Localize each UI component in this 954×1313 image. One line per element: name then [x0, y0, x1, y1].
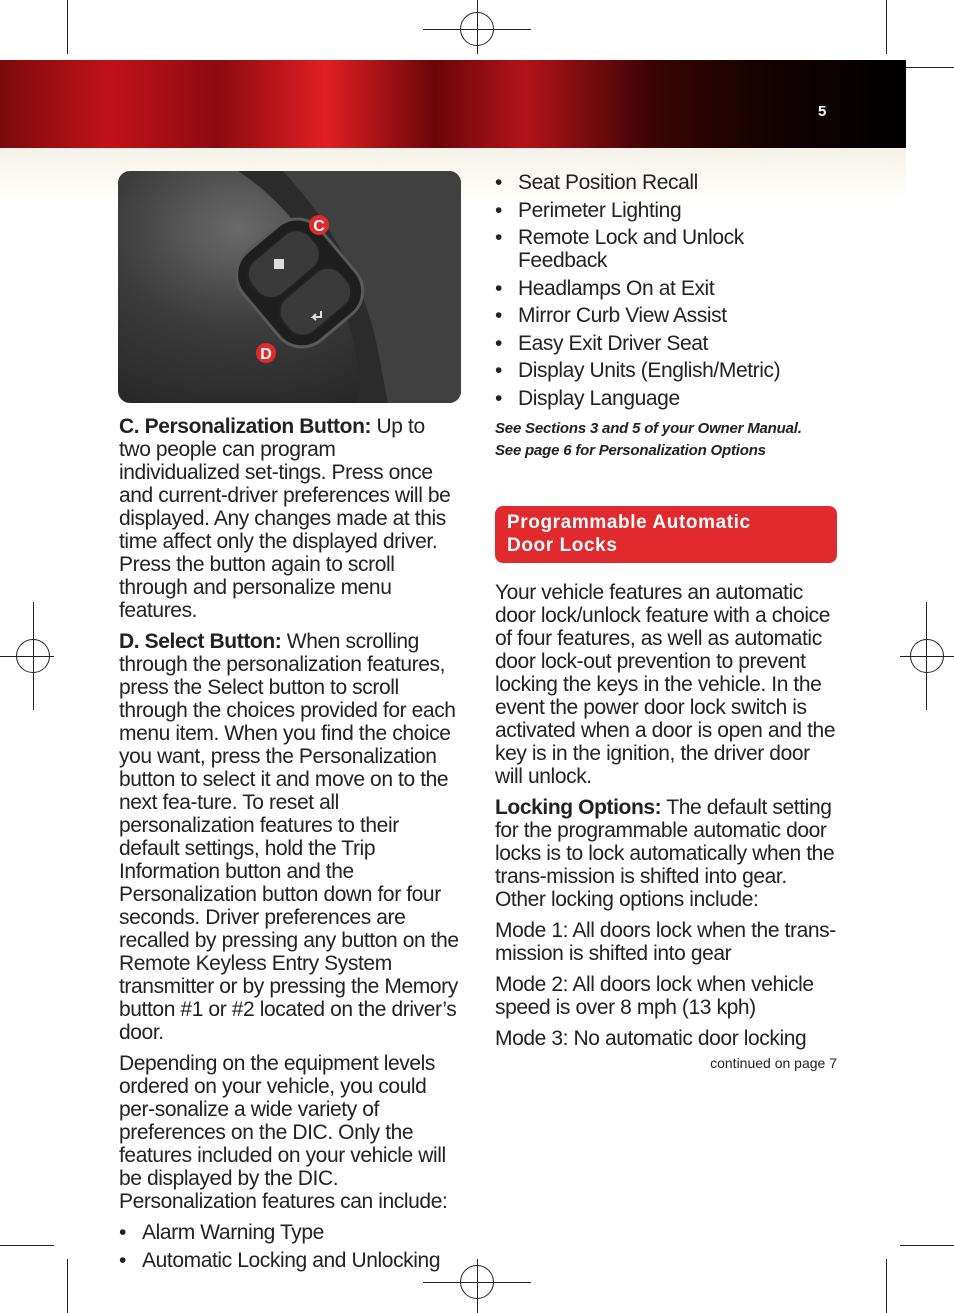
- crop-mark: [67, 0, 68, 54]
- crop-mark: [886, 0, 887, 54]
- registration-line: [900, 656, 954, 657]
- continued-note: continued on page 7: [710, 1054, 837, 1071]
- note-line-1: See Sections 3 and 5 of your Owner Manual.: [495, 419, 802, 437]
- list-item: • Seat Position Recall: [495, 171, 837, 194]
- registration-line: [33, 602, 34, 710]
- page-number: 5: [818, 103, 827, 120]
- locking-options-text: The default setting for the programmable automatic door locks is to lock automatically when the trans-mission is shifted into gear. Other locking options include:: [495, 795, 835, 911]
- manual-reference-note: [495, 418, 837, 462]
- list-item: • Perimeter Lighting: [495, 199, 837, 222]
- registration-line: [477, 0, 478, 54]
- right-column: [495, 171, 837, 1075]
- registration-line: [477, 1259, 478, 1313]
- registration-line: [926, 602, 927, 710]
- select-button-title: D. Select Button:: [119, 630, 282, 653]
- personalization-button-paragraph: [119, 415, 461, 622]
- steering-wheel-photo: [118, 171, 461, 403]
- personalization-button-text: Up to two people can program individualized set-tings. Press once and current-driver preferences will be displayed. Any changes made at this time affect only the displayed driver. Press the button again to scroll through and personalize menu features.: [119, 415, 451, 622]
- equipment-paragraph: Depending on the equipment levels ordered on your vehicle, you could per-sonalize a wide variety of preferences on the DIC. Only the features included on your vehicle will be displayed by the DIC. Personalization features can include:: [119, 1052, 448, 1213]
- list-item: • Mirror Curb View Assist: [495, 304, 837, 327]
- crop-mark: [67, 1259, 68, 1313]
- list-item: • Alarm Warning Type: [119, 1221, 461, 1244]
- crop-mark: [900, 1245, 954, 1246]
- note-line-2: See page 6 for Personalization Options: [495, 441, 766, 459]
- section-heading: [495, 506, 837, 563]
- left-column: [119, 415, 461, 1280]
- list-item: • Display Units (English/Metric): [495, 359, 837, 382]
- list-item: • Display Language: [495, 387, 837, 410]
- features-list-right: [495, 171, 837, 410]
- section-heading-line-1: Programmable Automatic: [507, 511, 751, 533]
- section-heading-line-2: Door Locks: [507, 534, 618, 556]
- callout-c: C: [313, 218, 325, 235]
- personalization-icon: [274, 259, 284, 269]
- mode-3: Mode 3: No automatic door locking: [495, 1026, 807, 1050]
- crop-mark: [886, 1259, 887, 1313]
- registration-line: [0, 656, 54, 657]
- personalization-button-title: C. Personalization Button:: [119, 415, 372, 438]
- crop-mark: [0, 1245, 54, 1246]
- list-item: • Headlamps On at Exit: [495, 277, 837, 300]
- select-button-text: When scrolling through the personalization features, press the Select button to scroll through the choices provided for each menu item. When you find the choice you want, press the Personalization button to select it and move on to the next fea-ture. To reset all personalization features to their default settings, hold the Trip Information button and the Personalization button down for four seconds. Driver preferences are recalled by pressing any button on the Remote Keyless Entry System transmitter or by pressing the Memory button #1 or #2 located on the driver’s door.: [119, 630, 459, 1044]
- header-banner: [0, 60, 906, 148]
- list-item: • Automatic Locking and Unlocking: [119, 1249, 461, 1272]
- locking-options-title: Locking Options:: [495, 795, 662, 819]
- mode-2: Mode 2: All doors lock when vehicle speed is over 8 mph (13 kph): [495, 972, 814, 1019]
- mode-1: Mode 1: All doors lock when the trans-mission is shifted into gear: [495, 918, 836, 965]
- select-button-paragraph: [119, 630, 461, 1044]
- crop-mark: [900, 67, 954, 68]
- door-lock-intro: Your vehicle features an automatic door lock/unlock feature with a choice of four features, as well as automatic door lock-out prevention to prevent locking the keys in the vehicle. In the event the power door lock switch is activated when a door is open and the key is in the ignition, the driver door will unlock.: [495, 580, 836, 788]
- features-list-left: [119, 1221, 461, 1272]
- callout-d: D: [260, 346, 272, 363]
- list-item: • Remote Lock and Unlock Feedback: [495, 226, 837, 272]
- list-item: • Easy Exit Driver Seat: [495, 332, 837, 355]
- locking-options-paragraph: [495, 796, 837, 911]
